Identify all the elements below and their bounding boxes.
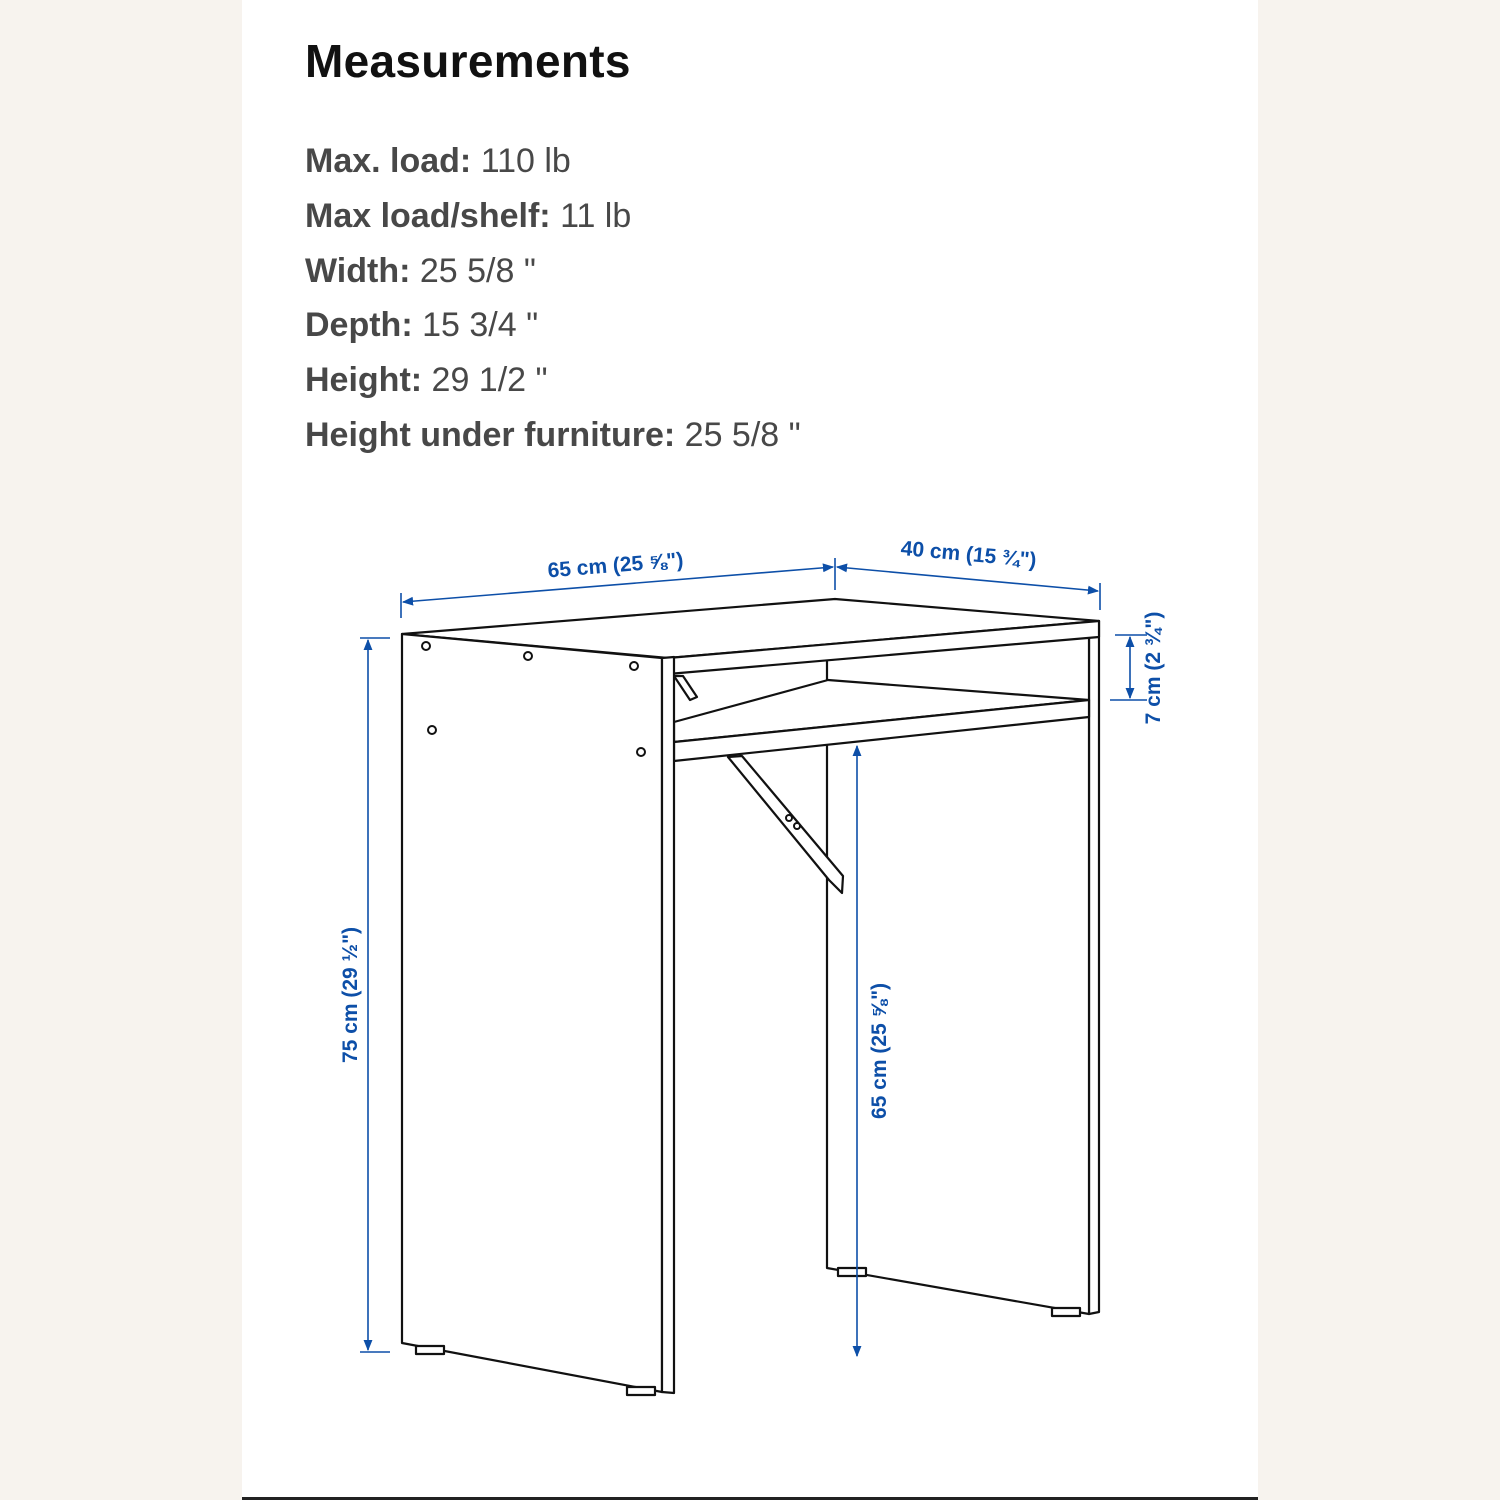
- desk-right-panel: [1089, 621, 1099, 1314]
- shelf-bracket: [728, 756, 843, 893]
- spec-value: 25 5/8 ": [419, 251, 536, 290]
- under-height-label: 65 cm (25 ⅝"): [868, 982, 891, 1120]
- screw: [637, 748, 645, 756]
- spec-value: 11 lb: [560, 196, 632, 235]
- screw: [786, 815, 792, 821]
- spec-label: Depth:: [305, 306, 413, 345]
- foot: [416, 1346, 444, 1354]
- spec-value: 25 5/8 ": [684, 415, 801, 454]
- spec-label: Height:: [305, 361, 423, 400]
- top-bracket: [674, 676, 697, 700]
- foot: [838, 1268, 866, 1276]
- desk-left-panel-edge: [662, 657, 674, 1393]
- shelf-gap-label: 7 cm (2 ¾"): [1142, 611, 1165, 725]
- screw: [524, 652, 532, 660]
- screw: [422, 642, 430, 650]
- spec-label: Height under furniture:: [305, 415, 676, 454]
- depth-dimension-line: [837, 567, 1098, 591]
- desk-left-panel: [402, 634, 662, 1392]
- height-label: 75 cm (29 ½"): [339, 926, 362, 1064]
- screw: [428, 726, 436, 734]
- desk-drawing: [402, 599, 1099, 1395]
- spec-label: Max. load:: [305, 142, 472, 180]
- page-title: Measurements: [305, 35, 631, 87]
- screw: [630, 662, 638, 670]
- spec-value: 110 lb: [480, 142, 571, 180]
- spec-value: 29 1/2 ": [431, 361, 548, 400]
- screw: [794, 823, 800, 829]
- foot: [627, 1387, 655, 1395]
- spec-value: 15 3/4 ": [422, 306, 539, 345]
- spec-label: Max load/shelf:: [305, 196, 551, 235]
- depth-label: 40 cm (15 ¾"): [899, 536, 1038, 573]
- spec-label: Width:: [305, 251, 411, 290]
- width-label: 65 cm (25 ⅝"): [546, 548, 685, 583]
- foot: [1052, 1308, 1080, 1316]
